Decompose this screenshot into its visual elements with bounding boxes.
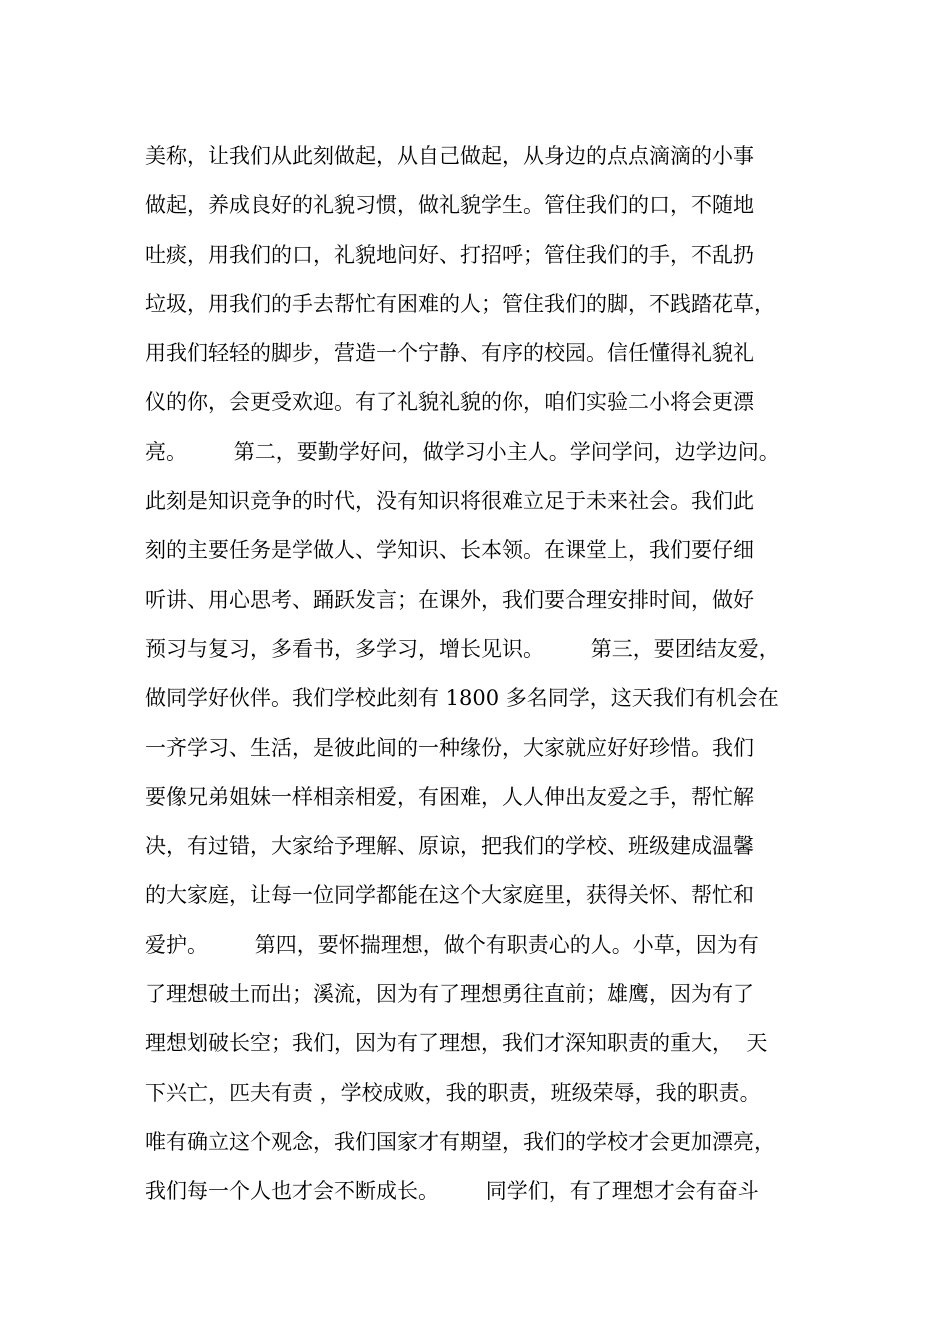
text-line: 预习与复习，多看书，多学习，增长见识。 第三，要团结友爱， <box>145 636 780 661</box>
text-line: 用我们轻轻的脚步，营造一个宁静、有序的校园。信任懂得礼貌礼 <box>145 341 754 366</box>
text-line: 一齐学习、生活，是彼此间的一种缘份，大家就应好好珍惜。我们 <box>145 735 754 760</box>
text-line: 吐痰，用我们的口，礼貌地问好、打招呼；管住我们的手，不乱扔 <box>145 242 754 267</box>
text-line: 唯有确立这个观念，我们国家才有期望，我们的学校才会更加漂亮， <box>145 1129 775 1154</box>
text-line: 做同学好伙伴。我们学校此刻有 1800 多名同学，这天我们有机会在 <box>145 686 779 711</box>
body-text <box>145 132 825 1217</box>
text-line: 我们每一个人也才会不断成长。 同学们，有了理想才会有奋斗 <box>145 1179 759 1204</box>
text-line: 仪的你，会更受欢迎。有了礼貌礼貌的你，咱们实验二小将会更漂 <box>145 390 754 415</box>
text-line: 理想划破长空；我们，因为有了理想，我们才深知职责的重大， 天 <box>145 1031 768 1056</box>
text-line: 亮。 第二，要勤学好问，做学习小主人。学问学问，边学边问。 <box>145 439 780 464</box>
text-line: 爱护。 第四，要怀揣理想，做个有职责心的人。小草，因为有 <box>145 932 759 957</box>
text-line: 听讲、用心思考、踊跃发言；在课外，我们要合理安排时间，做好 <box>145 587 754 612</box>
text-line: 美称，让我们从此刻做起，从自己做起，从身边的点点滴滴的小事 <box>145 144 754 168</box>
text-line: 要像兄弟姐妹一样相亲相爱，有困难，人人伸出友爱之手，帮忙解 <box>145 784 754 809</box>
text-line: 决，有过错，大家给予理解、原谅，把我们的学校、班级建成温馨 <box>145 834 754 859</box>
text-line: 做起，养成良好的礼貌习惯，做礼貌学生。管住我们的口，不随地 <box>145 193 754 218</box>
text-line: 垃圾，用我们的手去帮忙有困难的人；管住我们的脚，不践踏花草， <box>145 291 775 316</box>
text-line: 下兴亡，匹夫有责 ，学校成败，我的职责，班级荣辱，我的职责。 <box>145 1080 761 1105</box>
text-line: 此刻是知识竞争的时代，没有知识将很难立足于未来社会。我们此 <box>145 489 754 514</box>
text-line: 了理想破土而出；溪流，因为有了理想勇往直前；雄鹰，因为有了 <box>145 982 754 1007</box>
text-line: 刻的主要任务是学做人、学知识、长本领。在课堂上，我们要仔细 <box>145 538 754 563</box>
text-line: 的大家庭，让每一位同学都能在这个大家庭里，获得关怀、帮忙和 <box>145 883 754 908</box>
